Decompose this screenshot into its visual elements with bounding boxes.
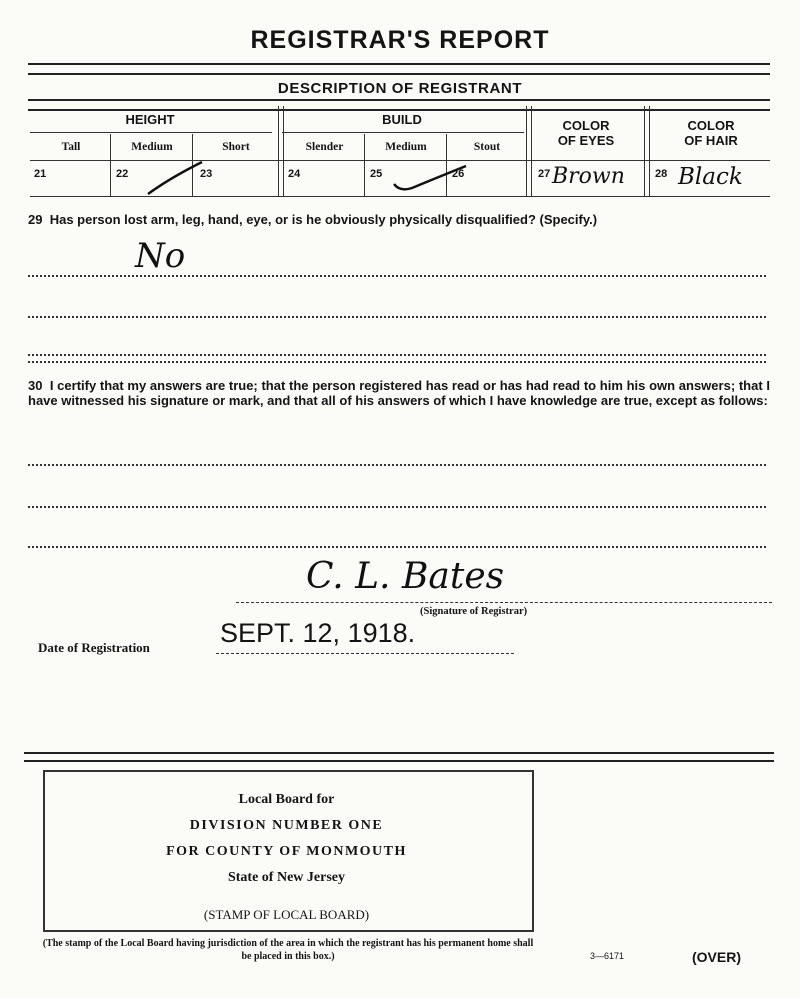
date-label: Date of Registration (38, 640, 150, 655)
table-vline (110, 134, 111, 196)
section-rule (28, 99, 770, 111)
stamp-line-1: Local Board for (238, 792, 335, 807)
bottom-rule (24, 752, 774, 762)
height-header: HEIGHT (125, 112, 175, 127)
form-code: 3—6171 (590, 951, 625, 961)
stamp-line-3: FOR COUNTY OF MONMOUTH (166, 844, 407, 859)
registrar-signature: C. L. Bates (306, 556, 505, 597)
date-value: SEPT. 12, 1918. (220, 618, 416, 648)
q30-text: I certify that my answers are true; that the person registered has read or has had read to him his own answers; that I have witnessed his signature or mark, and that all of his answers of which I have knowledge are true, except as follows: (28, 378, 770, 408)
field-number: 24 (288, 168, 301, 180)
q30-number: 30 (28, 378, 43, 393)
q29-text: Has person lost arm, leg, hand, eye, or is he obviously physically disqualified? (Specify.) (49, 212, 598, 227)
medium-build-checkmark (390, 162, 470, 198)
page-title: REGISTRAR'S REPORT (250, 26, 550, 54)
answer-line (28, 506, 766, 508)
answer-line (28, 316, 766, 318)
date-line (216, 653, 514, 654)
medium-height-checkmark (140, 158, 213, 198)
table-vline (644, 106, 645, 196)
answer-line (28, 361, 766, 363)
signature-label: (Signature of Registrar) (420, 606, 528, 617)
table-vline (278, 106, 279, 196)
stamp-label: (STAMP OF LOCAL BOARD) (203, 907, 370, 922)
hair-answer: Black (678, 164, 743, 190)
medium-build-label: Medium (385, 141, 427, 153)
section-title: DESCRIPTION OF REGISTRANT (277, 80, 523, 97)
table-vline (649, 106, 650, 196)
field-number: 22 (116, 168, 129, 180)
question-30 (28, 378, 770, 408)
build-header: BUILD (382, 112, 422, 127)
field-number: 27 (538, 168, 551, 180)
answer-line (28, 275, 766, 277)
answer-line (28, 354, 766, 356)
over-label: (OVER) (692, 949, 741, 965)
tall-label: Tall (61, 141, 81, 153)
slender-label: Slender (305, 141, 344, 153)
q29-number: 29 (28, 212, 43, 227)
table-vline (364, 134, 365, 196)
medium-height-label: Medium (131, 141, 173, 153)
table-vline (531, 106, 532, 196)
height-divider (30, 132, 272, 133)
field-number: 26 (452, 168, 465, 180)
table-vline (526, 106, 527, 196)
field-number: 25 (370, 168, 383, 180)
q29-answer: No (135, 236, 186, 276)
eyes-header: COLOR OF EYES (557, 118, 615, 148)
field-number: 23 (200, 168, 213, 180)
field-number: 21 (34, 168, 47, 180)
short-label: Short (222, 141, 250, 153)
stout-label: Stout (473, 141, 501, 153)
eyes-answer: Brown (552, 164, 625, 189)
table-vline (283, 106, 284, 196)
stamp-line-2: DIVISION NUMBER ONE (189, 818, 384, 833)
build-divider (282, 132, 524, 133)
field-number: 28 (655, 168, 668, 180)
footnote: (The stamp of the Local Board having jurisdiction of the area in which the registrant has his permanent home shall be placed in this box.) (42, 938, 534, 962)
answer-line (28, 546, 766, 548)
question-29 (28, 212, 770, 227)
title-rule (28, 63, 770, 75)
stamp-line-4: State of New Jersey (227, 870, 345, 885)
signature-line (236, 602, 772, 603)
answer-line (28, 464, 766, 466)
hair-header: COLOR OF HAIR (684, 118, 738, 148)
